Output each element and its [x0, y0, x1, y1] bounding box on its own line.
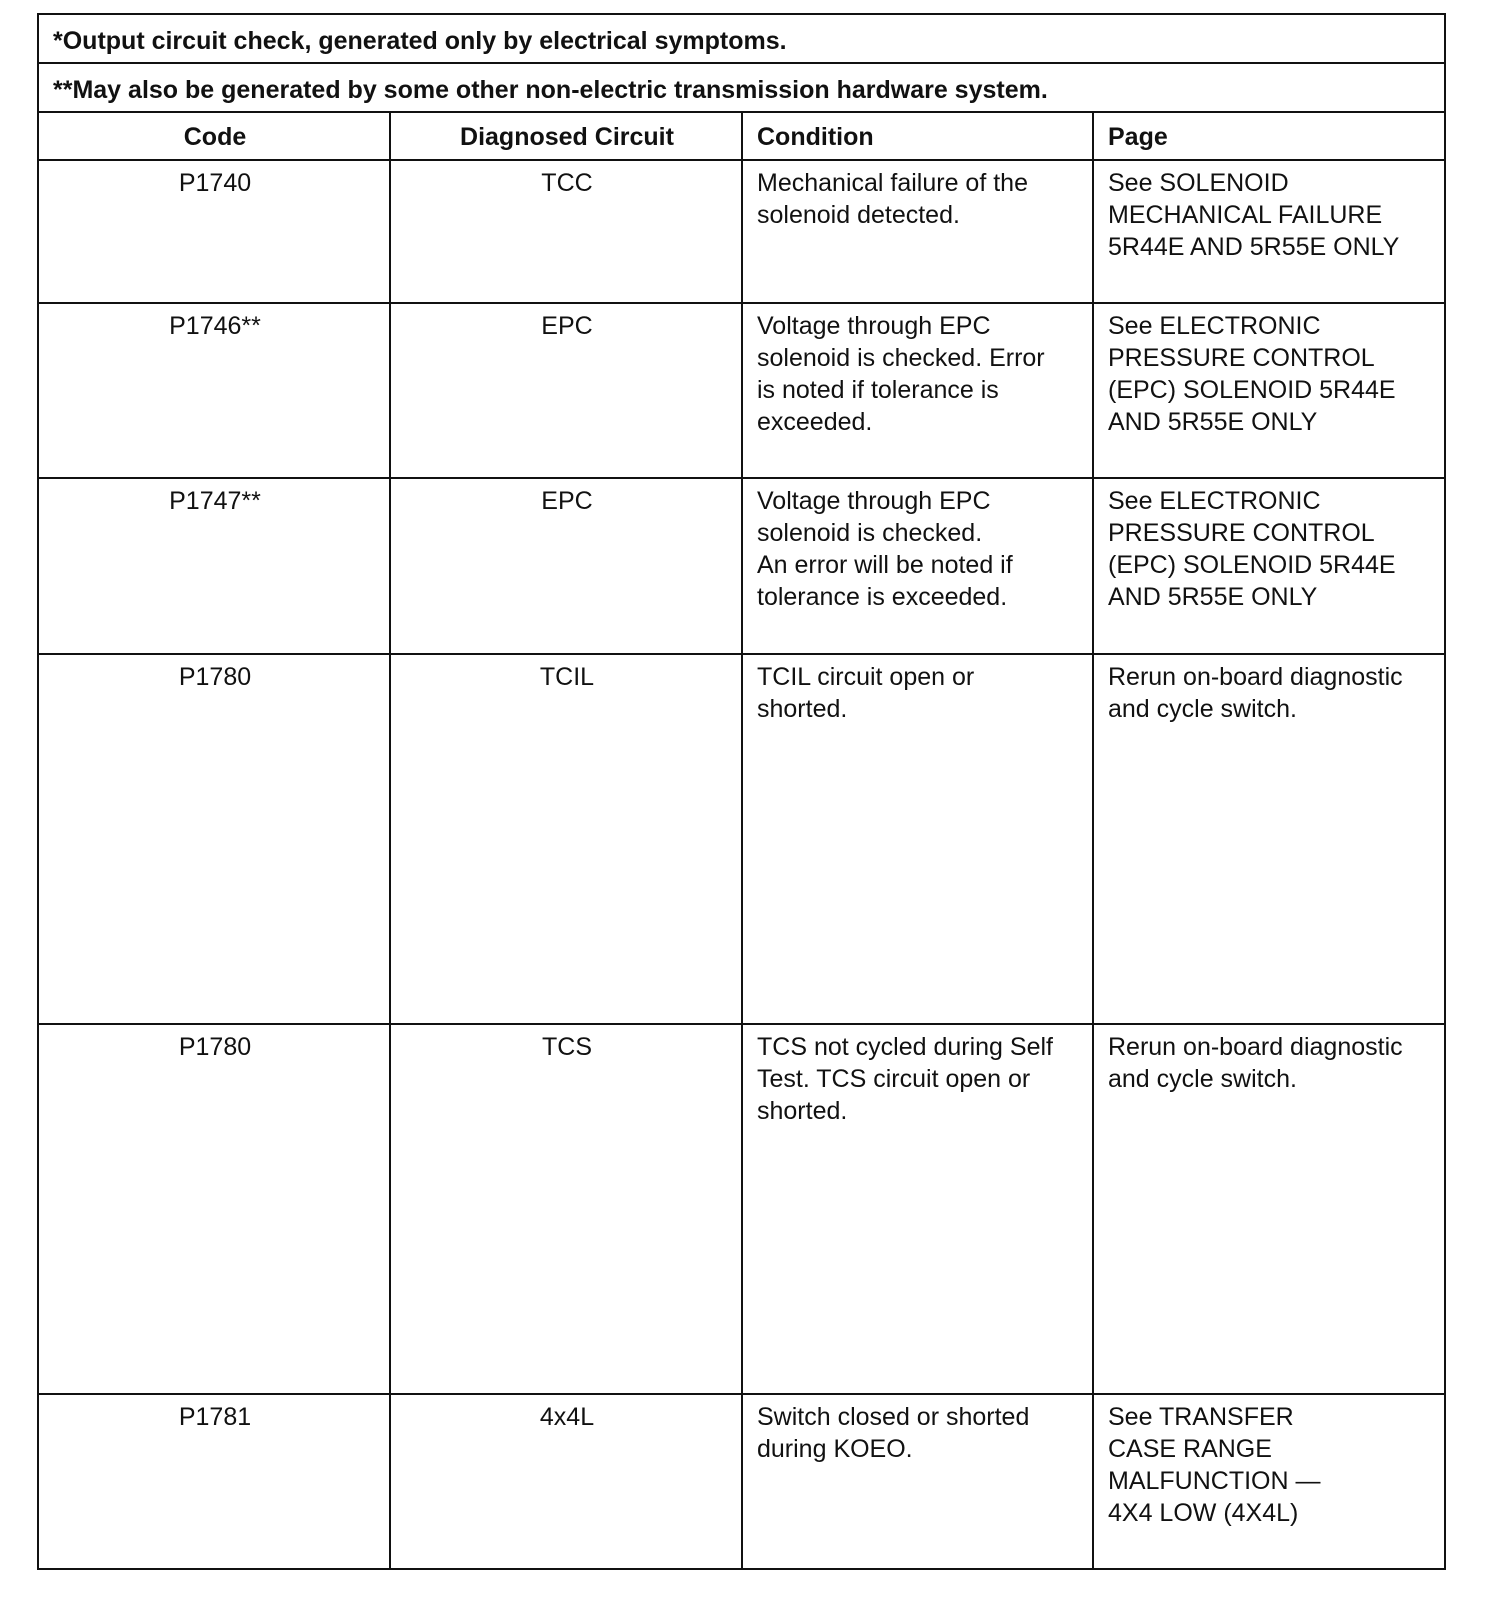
condition-line: solenoid is checked. [757, 519, 983, 547]
footnote-output-circuit: *Output circuit check, generated only by electrical symptoms. [38, 14, 1445, 63]
cell-page [1093, 1394, 1445, 1569]
cell-circuit: TCIL [390, 654, 742, 1024]
cell-circuit: TCC [390, 160, 742, 303]
page-line: Rerun on-board diagnostic [1108, 1033, 1403, 1061]
page-line: AND 5R55E ONLY [1108, 583, 1318, 611]
cell-condition [742, 303, 1093, 478]
page-line: (EPC) SOLENOID 5R44E [1108, 376, 1396, 404]
cell-code: P1746** [38, 303, 390, 478]
cell-page [1093, 1024, 1445, 1394]
condition-line: during KOEO. [757, 1435, 913, 1463]
table-header-row [38, 112, 1445, 160]
page-line: MECHANICAL FAILURE [1108, 201, 1383, 229]
cell-condition [742, 654, 1093, 1024]
condition-line: shorted. [757, 695, 848, 723]
page-line: 5R44E AND 5R55E ONLY [1108, 233, 1400, 261]
condition-line: is noted if tolerance is [757, 376, 999, 404]
page-line: Rerun on-board diagnostic [1108, 663, 1403, 691]
header-code: Code [38, 112, 390, 160]
page-line: (EPC) SOLENOID 5R44E [1108, 551, 1396, 579]
cell-code: P1747** [38, 478, 390, 654]
cell-code: P1781 [38, 1394, 390, 1569]
cell-condition [742, 478, 1093, 654]
table-row [38, 1024, 1445, 1394]
cell-condition [742, 1394, 1093, 1569]
header-diagnosed-circuit: Diagnosed Circuit [390, 112, 742, 160]
footnote-non-electric: **May also be generated by some other non-electric transmission hardware system. [38, 63, 1445, 112]
page-line: CASE RANGE [1108, 1435, 1272, 1463]
page-line: See TRANSFER [1108, 1403, 1294, 1431]
cell-code: P1740 [38, 160, 390, 303]
page-line: See ELECTRONIC [1108, 487, 1321, 515]
page-line: and cycle switch. [1108, 695, 1297, 723]
condition-line: solenoid detected. [757, 201, 960, 229]
condition-line: Switch closed or shorted [757, 1403, 1030, 1431]
cell-page [1093, 654, 1445, 1024]
cell-page [1093, 303, 1445, 478]
condition-line: solenoid is checked. Error [757, 344, 1045, 372]
table-row [38, 1394, 1445, 1569]
condition-line: Voltage through EPC [757, 487, 991, 515]
cell-page [1093, 160, 1445, 303]
footnote-row-non-electric [38, 63, 1445, 112]
cell-circuit: EPC [390, 478, 742, 654]
condition-line: tolerance is exceeded. [757, 583, 1008, 611]
footnote-row-output-circuit [38, 14, 1445, 63]
condition-line: An error will be noted if [757, 551, 1013, 579]
condition-line: shorted. [757, 1097, 848, 1125]
table-row [38, 654, 1445, 1024]
page-line: and cycle switch. [1108, 1065, 1297, 1093]
table-row [38, 478, 1445, 654]
cell-condition [742, 1024, 1093, 1394]
page-line: MALFUNCTION — [1108, 1467, 1321, 1495]
table-row [38, 303, 1445, 478]
page-line: PRESSURE CONTROL [1108, 519, 1375, 547]
diagnostic-code-table [37, 13, 1446, 1570]
condition-line: Test. TCS circuit open or [757, 1065, 1031, 1093]
page-line: PRESSURE CONTROL [1108, 344, 1375, 372]
cell-condition [742, 160, 1093, 303]
cell-code: P1780 [38, 654, 390, 1024]
cell-code: P1780 [38, 1024, 390, 1394]
table-row [38, 160, 1445, 303]
dtc-document-page [37, 13, 1444, 1570]
header-condition: Condition [742, 112, 1093, 160]
header-page: Page [1093, 112, 1445, 160]
condition-line: TCS not cycled during Self [757, 1033, 1053, 1061]
page-line: AND 5R55E ONLY [1108, 408, 1318, 436]
page-line: See ELECTRONIC [1108, 312, 1321, 340]
cell-circuit: 4x4L [390, 1394, 742, 1569]
cell-circuit: TCS [390, 1024, 742, 1394]
condition-line: Mechanical failure of the [757, 169, 1028, 197]
page-line: 4X4 LOW (4X4L) [1108, 1499, 1299, 1527]
page-line: See SOLENOID [1108, 169, 1289, 197]
condition-line: TCIL circuit open or [757, 663, 975, 691]
condition-line: exceeded. [757, 408, 873, 436]
condition-line: Voltage through EPC [757, 312, 991, 340]
cell-page [1093, 478, 1445, 654]
cell-circuit: EPC [390, 303, 742, 478]
